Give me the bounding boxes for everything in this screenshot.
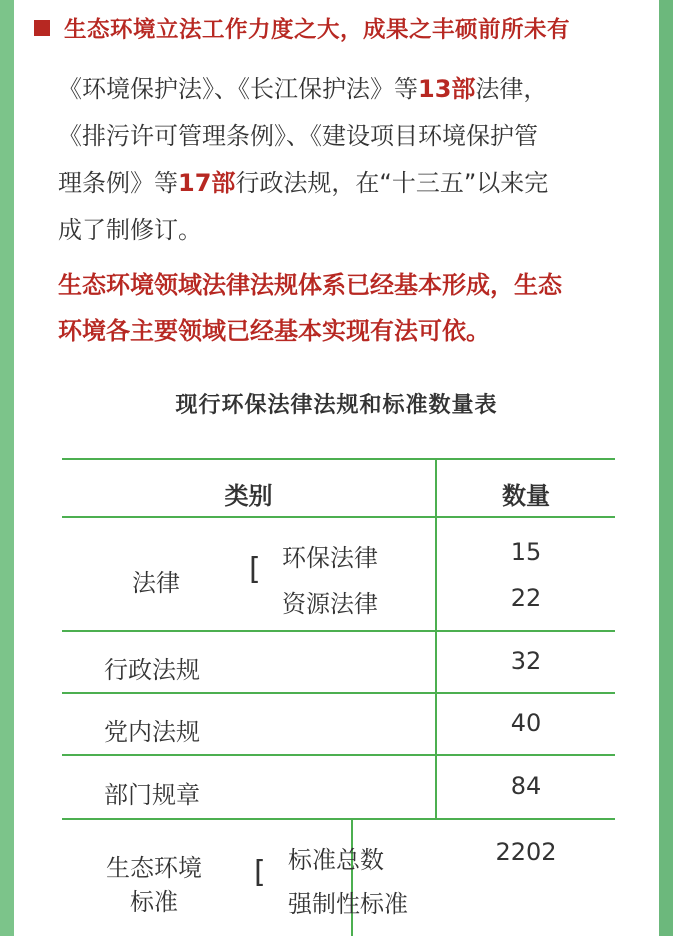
intro-paragraph xyxy=(58,66,632,254)
table-rule xyxy=(62,754,615,756)
row-count: 22 xyxy=(510,584,542,612)
right-border xyxy=(659,0,673,936)
table-rule xyxy=(62,516,615,518)
row-count: 84 xyxy=(510,772,542,800)
row-count: 15 xyxy=(510,538,542,566)
left-border xyxy=(0,0,14,936)
highlight-number: 13部 xyxy=(418,75,476,103)
table-title: 现行环保法律法规和标准数量表 xyxy=(175,393,498,418)
para-text: 行政法规，在“十三五”以来完 xyxy=(235,169,549,197)
para-text: 法律， xyxy=(475,75,548,103)
row-category: 生态环境 xyxy=(106,854,202,882)
para-line-4: 成了制修订。 xyxy=(58,216,202,244)
row-category: 标准 xyxy=(130,888,178,916)
bracket-glyph: [ xyxy=(249,552,261,587)
heading-text: 生态环境立法工作力度之大，成果之丰硕前所未有 xyxy=(64,17,571,43)
table-rule xyxy=(62,692,615,694)
para-line-1 xyxy=(58,66,632,113)
header-count: 数量 xyxy=(502,482,550,510)
row-count: 40 xyxy=(510,709,542,737)
emphasis-line-1: 生态环境领域法律法规体系已经基本形成，生态 xyxy=(58,271,562,299)
row-subitem: 环保法律 xyxy=(282,544,378,572)
emphasis-paragraph xyxy=(58,262,632,354)
square-bullet-icon xyxy=(34,20,50,36)
row-count: 32 xyxy=(510,647,542,675)
para-text: 《环境保护法》、《长江保护法》等 xyxy=(58,75,418,103)
row-count: 2202 xyxy=(495,838,557,866)
emphasis-line-2: 环境各主要领域已经基本实现有法可依。 xyxy=(58,317,490,345)
para-text: 理条例》等 xyxy=(58,169,178,197)
para-line-2: 《排污许可管理条例》、《建设项目环境保护管 xyxy=(58,122,538,150)
bracket-glyph: [ xyxy=(254,855,266,890)
row-category: 行政法规 xyxy=(104,656,200,684)
header-category: 类别 xyxy=(224,482,273,510)
section-heading xyxy=(34,12,570,44)
content-area xyxy=(14,0,659,936)
row-subitem: 资源法律 xyxy=(282,590,378,618)
table-rule xyxy=(62,630,615,632)
row-category: 部门规章 xyxy=(104,781,200,809)
para-line-3 xyxy=(58,160,632,207)
row-subitem: 强制性标准 xyxy=(288,890,408,918)
row-category: 法律 xyxy=(132,569,180,597)
row-subitem: 标准总数 xyxy=(288,846,384,874)
highlight-number: 17部 xyxy=(178,169,236,197)
table-rule xyxy=(62,458,615,460)
table-rule xyxy=(62,818,615,820)
row-category: 党内法规 xyxy=(104,718,200,746)
